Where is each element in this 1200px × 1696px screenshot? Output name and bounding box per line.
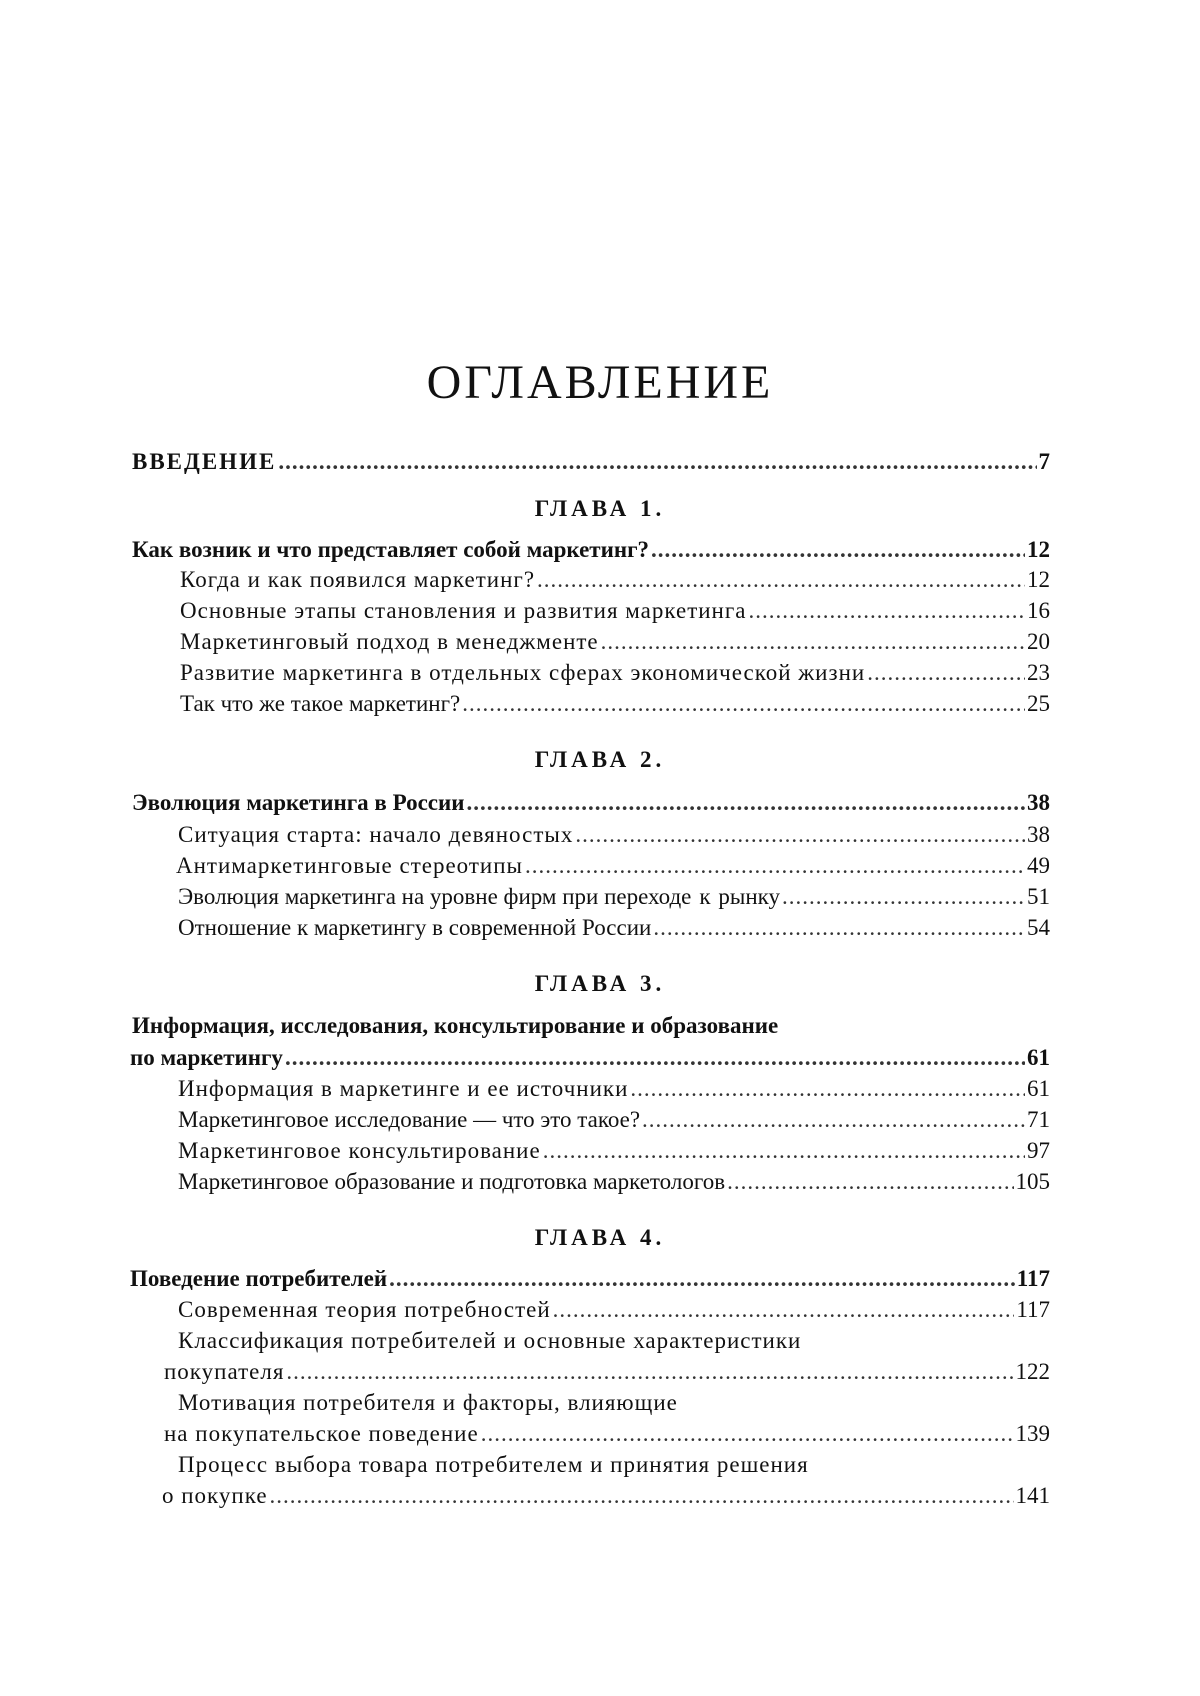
toc-entry-title: покупателя bbox=[164, 1359, 285, 1384]
toc-entry[interactable] bbox=[176, 851, 1050, 881]
dot-leader bbox=[727, 1167, 1013, 1197]
dot-leader bbox=[867, 658, 1025, 688]
toc-chapter-heading[interactable] bbox=[130, 1043, 1050, 1073]
chapter-label: ГЛАВА 1. bbox=[534, 496, 666, 521]
dot-leader bbox=[537, 565, 1025, 595]
toc-entry-title: Так что же такое маркетинг? bbox=[180, 691, 461, 716]
toc-entry[interactable] bbox=[178, 1295, 1050, 1325]
toc-page-number: 51 bbox=[1027, 884, 1050, 909]
toc-page-number: 61 bbox=[1027, 1076, 1050, 1101]
toc-page-number: 97 bbox=[1027, 1138, 1050, 1163]
dot-leader bbox=[270, 1481, 1014, 1511]
toc-page-number: 25 bbox=[1027, 691, 1050, 716]
toc-page-number: 61 bbox=[1027, 1045, 1050, 1070]
toc-entry[interactable] bbox=[180, 689, 1050, 719]
dot-leader bbox=[782, 882, 1025, 912]
dot-leader bbox=[651, 535, 1025, 565]
toc-page-number: 122 bbox=[1015, 1359, 1050, 1384]
toc-entry[interactable] bbox=[178, 913, 1050, 943]
toc-page-number: 139 bbox=[1015, 1421, 1050, 1446]
toc-entry[interactable] bbox=[180, 627, 1050, 657]
dot-leader bbox=[749, 596, 1025, 626]
dot-leader bbox=[525, 851, 1025, 881]
dot-leader bbox=[630, 1074, 1025, 1104]
toc-chapter-heading[interactable] bbox=[132, 788, 1050, 818]
dot-leader bbox=[601, 627, 1025, 657]
dot-leader bbox=[575, 820, 1025, 850]
toc-entry-title: Информация в маркетинге и ее источники bbox=[178, 1076, 629, 1101]
toc-page-number: 49 bbox=[1027, 853, 1050, 878]
dot-leader bbox=[285, 1043, 1025, 1073]
toc-entry-title: Как возник и что представляет собой маркетинг? bbox=[132, 537, 650, 562]
dot-leader bbox=[278, 447, 1036, 477]
toc-chapter-heading-line: Информация, исследования, консультирование и образование bbox=[132, 1013, 779, 1038]
toc-page-number: 54 bbox=[1027, 915, 1050, 940]
toc-entry[interactable] bbox=[178, 1074, 1050, 1104]
toc-entry-title-line: Процесс выбора товара потребителем и принятия решения bbox=[178, 1452, 809, 1477]
toc-entry[interactable] bbox=[178, 1136, 1050, 1166]
toc-entry-title: Отношение к маркетингу в современной России bbox=[178, 915, 652, 940]
dot-leader bbox=[543, 1136, 1025, 1166]
toc-entry-title: Ситуация старта: начало девяностых bbox=[178, 822, 574, 847]
toc-entry[interactable] bbox=[164, 1419, 1050, 1449]
toc-entry-title-word: рынку bbox=[718, 884, 781, 909]
toc-entry-title: Основные этапы становления и развития маркетинга bbox=[180, 598, 747, 623]
toc-entry-title-line: Классификация потребителей и основные характеристики bbox=[178, 1328, 802, 1353]
toc-chapter-heading[interactable] bbox=[130, 1264, 1050, 1294]
toc-entry-title: Эволюция маркетинга на уровне фирм при переходе bbox=[178, 884, 692, 909]
dot-leader bbox=[653, 913, 1025, 943]
toc-entry-introduction[interactable] bbox=[132, 447, 1052, 477]
toc-entry-title: Поведение потребителей bbox=[130, 1266, 388, 1291]
toc-entry[interactable] bbox=[178, 1167, 1050, 1197]
toc-page-number: 71 bbox=[1027, 1107, 1050, 1132]
toc-entry-title: на покупательское поведение bbox=[164, 1421, 479, 1446]
toc-entry-title: Маркетинговое исследование — что это такое? bbox=[178, 1107, 641, 1132]
toc-entry-title: Маркетинговое образование и подготовка маркетологов bbox=[178, 1169, 726, 1194]
toc-entry-title: Антимаркетинговые стереотипы bbox=[176, 853, 523, 878]
toc-entry-title-word: к bbox=[699, 884, 711, 909]
toc-entry[interactable] bbox=[162, 1481, 1050, 1511]
toc-page-number: 23 bbox=[1027, 660, 1050, 685]
toc-entry-title: Эволюция маркетинга в России bbox=[132, 790, 465, 815]
toc-entry-title: Когда и как появился маркетинг? bbox=[180, 567, 536, 592]
toc-entry-title: Маркетинговый подход в менеджменте bbox=[180, 629, 599, 654]
chapter-label: ГЛАВА 2. bbox=[534, 747, 666, 772]
toc-entry-title: Современная теория потребностей bbox=[178, 1297, 551, 1322]
toc-page-number: 20 bbox=[1027, 629, 1050, 654]
toc-entry[interactable] bbox=[178, 820, 1050, 850]
toc-entry[interactable] bbox=[180, 658, 1050, 688]
dot-leader bbox=[467, 788, 1026, 818]
toc-entry[interactable] bbox=[164, 1357, 1050, 1387]
toc-page-number: 7 bbox=[1038, 449, 1052, 474]
toc-entry-title: Развитие маркетинга в отдельных сферах экономической жизни bbox=[180, 660, 866, 685]
dot-leader bbox=[481, 1419, 1014, 1449]
toc-page-number: 16 bbox=[1027, 598, 1050, 623]
dot-leader bbox=[642, 1105, 1025, 1135]
dot-leader bbox=[462, 689, 1025, 719]
toc-page-number: 141 bbox=[1015, 1483, 1050, 1508]
toc-page-number: 12 bbox=[1027, 567, 1050, 592]
toc-page-number: 117 bbox=[1016, 1266, 1050, 1291]
toc-page-number: 105 bbox=[1015, 1169, 1050, 1194]
chapter-label: ГЛАВА 3. bbox=[534, 971, 666, 996]
toc-entry-title-line: Мотивация потребителя и факторы, влияющие bbox=[178, 1390, 678, 1415]
toc-entry[interactable] bbox=[178, 882, 1050, 912]
toc-page-number: 38 bbox=[1027, 822, 1050, 847]
toc-entry[interactable] bbox=[178, 1105, 1050, 1135]
dot-leader bbox=[286, 1357, 1013, 1387]
toc-chapter-heading[interactable] bbox=[132, 535, 1050, 565]
toc-entry-title: Маркетинговое консультирование bbox=[178, 1138, 541, 1163]
toc-entry[interactable] bbox=[180, 596, 1050, 626]
page-title: ОГЛАВЛЕНИЕ bbox=[426, 356, 774, 409]
toc-entry-title: о покупке bbox=[162, 1483, 268, 1508]
toc-entry-title: по маркетингу bbox=[130, 1045, 283, 1070]
chapter-label: ГЛАВА 4. bbox=[534, 1225, 666, 1250]
toc-page-number: 117 bbox=[1016, 1297, 1050, 1322]
toc-entry-title: ВВЕДЕНИЕ bbox=[132, 449, 277, 474]
toc-entry[interactable] bbox=[180, 565, 1050, 595]
toc-page-number: 12 bbox=[1027, 537, 1050, 562]
toc-page-number: 38 bbox=[1027, 790, 1050, 815]
dot-leader bbox=[389, 1264, 1015, 1294]
dot-leader bbox=[553, 1295, 1015, 1325]
